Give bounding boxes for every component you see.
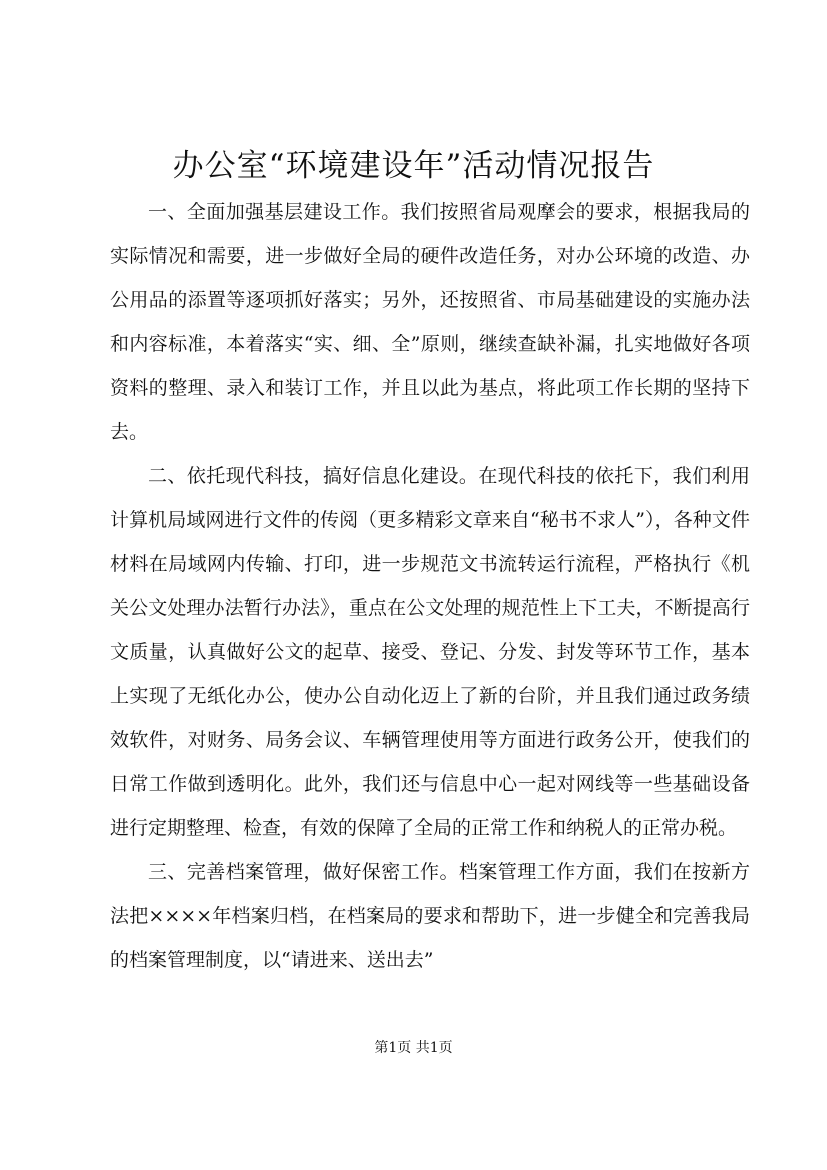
paragraph-informatization: 二、依托现代科技，搞好信息化建设。在现代科技的依托下，我们利用计算机局域网进行文件的传阅（更多精彩文章来自“秘书不求人”），各种文件材料在局域网内传输、打印，进一步规范文书流转运行流程，严格执行《机关公文处理办法暂行办法》，重点在公文处理的规范性上下工夫，不断提高行文质量，认真做好公文的起草、接受、登记、分发、封发等环节工作，基本上实现了无纸化办公，使办公自动化迈上了新的台阶，并且我们通过政务绩效软件，对财务、局务会议、车辆管理使用等方面进行政务公开，使我们的日常工作做到透明化。此外，我们还与信息中心一起对网线等一些基础设备进行定期整理、检查，有效的保障了全局的正常工作和纳税人的正常办税。 xyxy=(110,465,750,839)
paragraph-archives: 三、完善档案管理，做好保密工作。档案管理工作方面，我们在按新方法把××××年档案归档，在档案局的要求和帮助下，进一步健全和完善我局的档案管理制度，以“请进来、送出去” xyxy=(110,861,750,971)
paragraph-infrastructure: 一、全面加强基层建设工作。我们按照省局观摩会的要求，根据我局的实际情况和需要，进一步做好全局的硬件改造任务，对办公环境的改造、办公用品的添置等逐项抓好落实；另外，还按照省、市局基础建设的实施办法和内容标准，本着落实“实、细、全”原则，继续查缺补漏，扎实地做好各项资料的整理、录入和装订工作，并且以此为基点，将此项工作长期的坚持下去。 xyxy=(110,201,750,443)
document-body xyxy=(110,190,750,982)
document-title: 办公室“环境建设年”活动情况报告 xyxy=(172,148,655,184)
page-footer: 第1页 共1页 xyxy=(374,1040,453,1056)
